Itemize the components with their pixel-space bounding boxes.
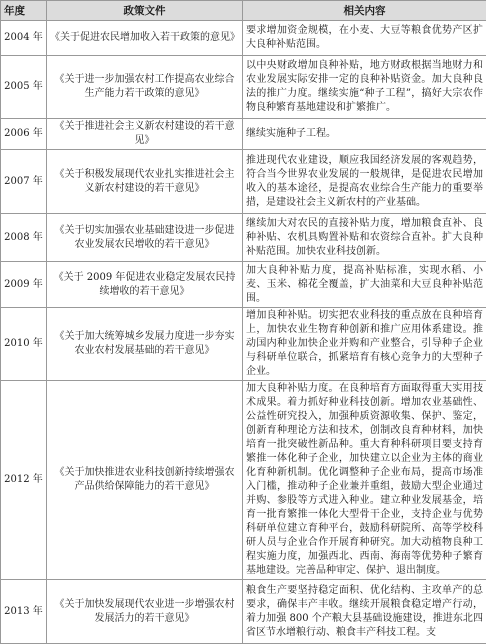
policy-title-cell: 《关于加快推进农业科技创新持续增强农产品供给保障能力的若干意见》: [47, 381, 243, 580]
content-cell: 粮食生产要坚持稳定面积、优化结构、主攻单产的总要求，确保丰产丰收。继续开展粮食稳定增产行动，着力加强 800 个产粮大县基础设施建设，推进东北四省区节水增粮行动、粮食丰产科技工程。支: [243, 580, 486, 644]
year-cell: 2006 年: [1, 119, 47, 150]
content-cell: 推进现代农业建设，顺应我国经济发展的客观趋势，符合当今世界农业发展的一般规律，是促进农民增加收入的基本途径，是提高农业综合生产能力的重要举措，是建设社会主义新农村的产业基础。: [243, 150, 486, 214]
policy-title-cell: 《关于促进农民增加收入若干政策的意见》: [47, 21, 243, 56]
policy-title-cell: 《关于加快发展现代农业进一步增强农村发展活力的若干意见》: [47, 580, 243, 644]
year-cell: 2005 年: [1, 56, 47, 119]
policy-title-cell: 《关于切实加强农业基础建设进一步促进农业发展农民增收的若干意见》: [47, 214, 243, 262]
policy-title-cell: 《关于加大统筹城乡发展力度进一步夯实农业农村发展基础的若干意见》: [47, 308, 243, 381]
content-cell: 加大良种补贴力度。在良种培育方面取得重大实用技术成果。着力抓好种业科技创新。增加农业基础性、公益性研究投入，加强种质资源收集、保护、鉴定，创新育种理论方法和技术，创制改良育种材料，加快培育一批突破性新品种。重大育种科研项目要支持育繁推一体化种子企业，加快建立以企业为主体的商业化育种新机制。优化调整种子企业布局，提高市场准入门槛，推动种子企业兼并重组，鼓励大型企业通过并购、参股等方式进入种业。建立种业发展基金，培育一批育繁推一体化大型骨干企业，支持企业与优势科研单位建立育种平台，鼓励科研院所、高等学校科研人员与企业合作开展育种研究。加大动植物良种工程实施力度，加强西北、西南、海南等优势种子繁育基地建设。完善品种审定、保护、退出制度。: [243, 381, 486, 580]
content-cell: 要求增加资金规模，在小麦、大豆等粮食优势产区扩大良种补贴范围。: [243, 21, 486, 56]
table-row: [1, 150, 486, 214]
year-cell: 2008 年: [1, 214, 47, 262]
table-row: [1, 580, 486, 644]
policy-title-cell: 《关于推进社会主义新农村建设的若干意见》: [47, 119, 243, 150]
header-content: 相关内容: [243, 1, 486, 21]
table-header-row: [1, 1, 486, 21]
content-cell: 以中央财政增加良种补贴，地方财政根据当地财力和农业发展实际安排一定的良种补贴资金。加大良种良法的推广力度。继续实施“种子工程”，搞好大宗农作物良种繁育基地建设和扩繁推广。: [243, 56, 486, 119]
content-cell: 继续加大对农民的直接补贴力度，增加粮食直补、良种补贴、农机具购置补贴和农资综合直补。扩大良种补贴范围。加快农业科技创新。: [243, 214, 486, 262]
year-cell: 2013 年: [1, 580, 47, 644]
policy-title-cell: 《关于进一步加强农村工作提高农业综合生产能力若干政策的意见》: [47, 56, 243, 119]
year-cell: 2010 年: [1, 308, 47, 381]
year-cell: 2012 年: [1, 381, 47, 580]
table-row: [1, 119, 486, 150]
policy-title-cell: 《关于积极发展现代农业扎实推进社会主义新农村建设的若干意见》: [47, 150, 243, 214]
table-row: [1, 56, 486, 119]
header-policy: 政策文件: [47, 1, 243, 21]
table-row: [1, 262, 486, 308]
content-cell: 继续实施种子工程。: [243, 119, 486, 150]
year-cell: 2004 年: [1, 21, 47, 56]
table-row: [1, 21, 486, 56]
table-row: [1, 214, 486, 262]
table-row: [1, 308, 486, 381]
table-row: [1, 381, 486, 580]
content-cell: 增加良种补贴。切实把农业科技的重点放在良种培育上，加快农业生物育种创新和推广应用体系建设。推动国内种业加快企业并购和产业整合，引导种子企业与科研单位联合，抓紧培育有核心竞争力的大型种子企业。: [243, 308, 486, 381]
year-cell: 2009 年: [1, 262, 47, 308]
header-year: 年度: [1, 1, 47, 21]
content-cell: 加大良种补贴力度，提高补贴标准，实现水稻、小麦、玉米、棉花全覆盖，扩大油菜和大豆良种补贴范围。: [243, 262, 486, 308]
policy-title-cell: 《关于 2009 年促进农业稳定发展农民持续增收的若干意见》: [47, 262, 243, 308]
year-cell: 2007 年: [1, 150, 47, 214]
